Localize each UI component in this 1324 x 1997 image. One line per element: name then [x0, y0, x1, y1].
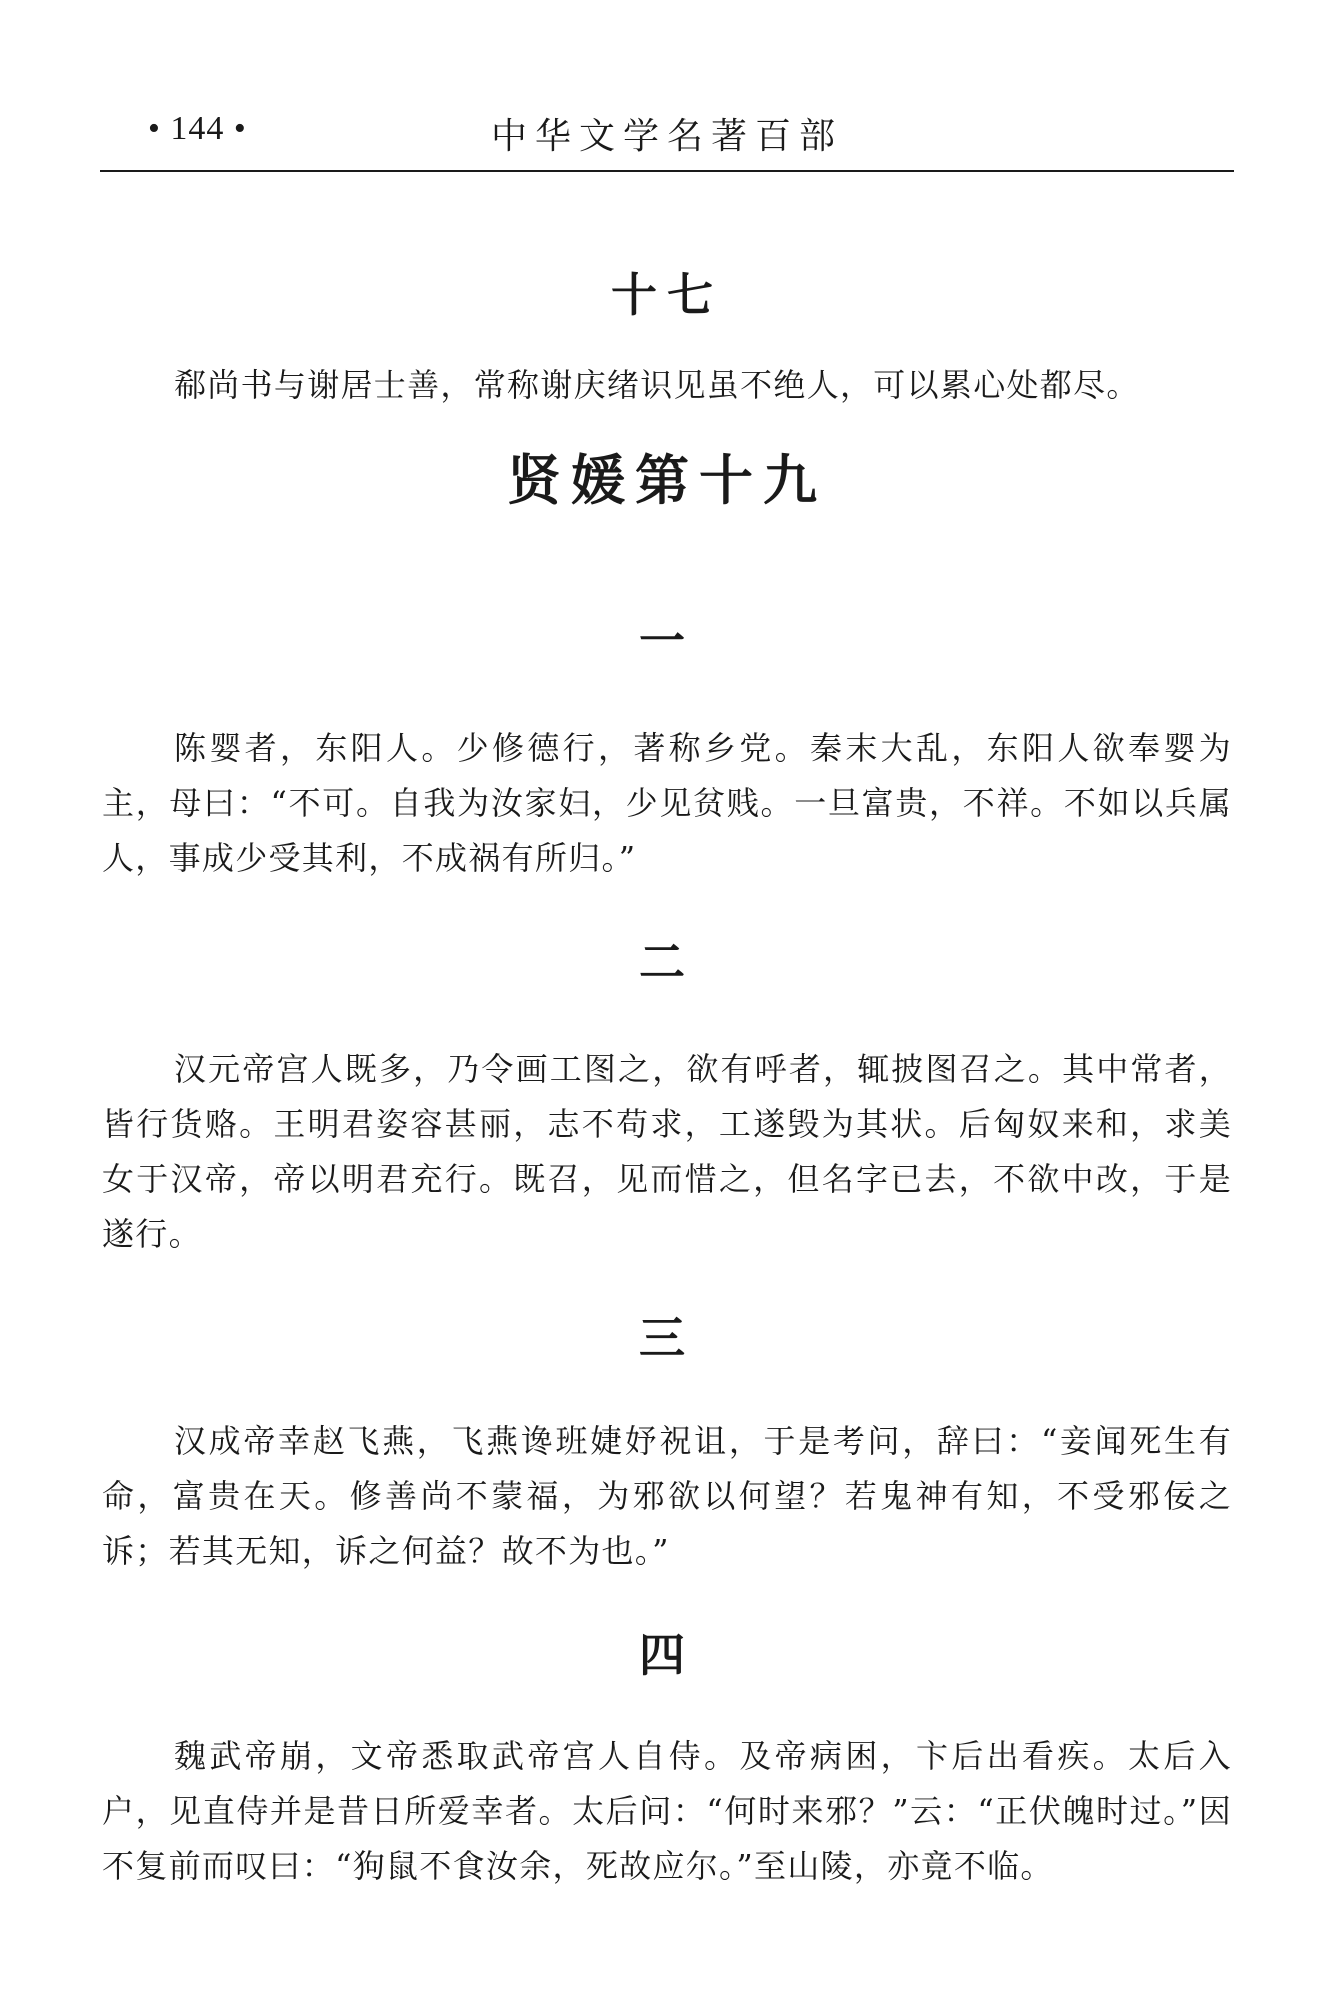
chapter-title: 贤媛第十九	[507, 449, 827, 512]
section-text-2: 汉元帝宫人既多，乃令画工图之，欲有呼者，辄披图召之。其中常者，皆行货赂。王明君姿容甚丽，志不苟求，工遂毁为其状。后匈奴来和，求美女于汉帝，帝以明君充行。既召，见而惜之，但名字已去，不欲中改，于是遂行。	[102, 1050, 1232, 1253]
header-rule	[100, 170, 1234, 172]
section-text-4: 魏武帝崩，文帝悉取武帝宫人自侍。及帝病困，卞后出看疾。太后入户，见直侍并是昔日所爱幸者。太后问：“何时来邪？”云：“正伏魄时过。”因不复前而叹曰：“狗鼠不食汝余，死故应尔。”至山陵，亦竟不临。	[102, 1737, 1232, 1885]
section-text-1: 陈婴者，东阳人。少修德行，著称乡党。秦末大乱，东阳人欲奉婴为主，母曰：“不可。自我为汝家妇，少见贫贱。一旦富贵，不祥。不如以兵属人，事成少受其利，不成祸有所归。”	[102, 729, 1232, 877]
section-heading-3: 三	[639, 1311, 695, 1365]
page-number: • 144 •	[148, 110, 247, 147]
page-header	[100, 108, 1234, 168]
page-body	[102, 262, 1232, 1894]
section-heading-17: 十七	[611, 268, 723, 322]
section-heading-4: 四	[639, 1628, 695, 1682]
section-text-17: 郗尚书与谢居士善，常称谢庆绪识见虽不绝人，可以累心处都尽。	[174, 366, 1140, 404]
section-text-3: 汉成帝幸赵飞燕，飞燕谗班婕妤祝诅，于是考问，辞曰：“妾闻死生有命，富贵在天。修善尚不蒙福，为邪欲以何望？若鬼神有知，不受邪佞之诉；若其无知，诉之何益？故不为也。”	[102, 1422, 1232, 1570]
section-heading-2: 二	[639, 935, 695, 989]
section-heading-1: 一	[639, 614, 695, 668]
running-head-title: 中华文学名著百部	[490, 116, 843, 157]
